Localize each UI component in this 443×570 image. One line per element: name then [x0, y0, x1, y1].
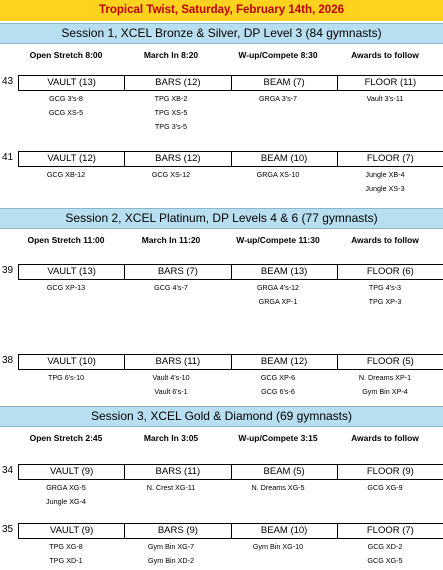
event-row: [18, 75, 443, 91]
floor-cell: FLOOR (9): [366, 466, 414, 477]
team-entry: GCG XP-6: [260, 373, 296, 382]
floor-cell: FLOOR (5): [366, 356, 414, 367]
page-title: Tropical Twist, Saturday, February 14th, 2026: [0, 0, 443, 21]
column-header: Open Stretch 8:00: [29, 50, 103, 60]
bars-cell: BARS (12): [125, 152, 231, 166]
vault-cell: VAULT (13): [19, 76, 125, 90]
team-entry: Vault 6's-1: [154, 387, 188, 396]
column-header: W-up/Compete 3:15: [238, 433, 318, 443]
team-entry: GCG XS-5: [48, 108, 84, 117]
session-banner: Session 2, XCEL Platinum, DP Levels 4 & 6 (77 gymnasts): [0, 208, 443, 229]
vault-cell: VAULT (9): [19, 524, 125, 538]
event-row: [18, 264, 443, 280]
column-header: Awards to follow: [351, 50, 419, 60]
floor-cell: FLOOR (6): [366, 266, 414, 277]
event-row: [18, 464, 443, 480]
rotation-count: 34: [2, 465, 14, 476]
bars-cell: BARS (7): [125, 265, 231, 279]
team-entry: GCG 6's-6: [261, 387, 295, 396]
team-entry: Gym Bin XP-4: [362, 387, 408, 396]
rotation-count: 38: [2, 355, 14, 366]
team-entry: GRGA XS-10: [256, 170, 300, 179]
beam-cell: BEAM (13): [232, 265, 338, 279]
column-header: W-up/Compete 8:30: [238, 50, 318, 60]
team-entry: GRGA XP-1: [258, 297, 298, 306]
team-entry: N. Dreams XG-5: [251, 483, 305, 492]
bars-cell: BARS (12): [125, 76, 231, 90]
floor-cell: FLOOR (11): [364, 77, 417, 88]
beam-cell: BEAM (5): [232, 465, 338, 479]
team-entry: GCG XG-9: [367, 483, 403, 492]
team-entry: TPG 3's-5: [154, 122, 188, 131]
team-entry: GCG XS-12: [151, 170, 191, 179]
team-entry: TPG 6's-10: [47, 373, 85, 382]
bars-cell: BARS (11): [125, 465, 231, 479]
team-entry: N. Crest XG-11: [146, 483, 196, 492]
beam-cell: BEAM (12): [232, 355, 338, 369]
team-entry: GCG XB-12: [46, 170, 86, 179]
beam-cell: BEAM (10): [232, 152, 338, 166]
beam-cell: BEAM (10): [232, 524, 338, 538]
rotation-count: 43: [2, 76, 14, 87]
event-row: [18, 151, 443, 167]
vault-cell: VAULT (10): [19, 355, 125, 369]
rotation-count: 35: [2, 524, 14, 535]
team-entry: Jungle XS-3: [365, 184, 405, 193]
team-entry: Gym Bin XG-7: [147, 542, 195, 551]
vault-cell: VAULT (13): [19, 265, 125, 279]
vault-cell: VAULT (12): [19, 152, 125, 166]
team-entry: Vault 4's-10: [152, 373, 190, 382]
team-entry: GCG 3's-8: [49, 94, 83, 103]
team-entry: GCG XD-2: [367, 542, 403, 551]
rotation-count: 39: [2, 265, 14, 276]
team-entry: TPG XG-8: [49, 542, 83, 551]
team-entry: TPG XD-1: [49, 556, 83, 565]
team-entry: TPG XP-3: [368, 297, 402, 306]
bars-cell: BARS (11): [125, 355, 231, 369]
team-entry: GCG XP-13: [46, 283, 86, 292]
column-header: Awards to follow: [351, 433, 419, 443]
team-entry: Vault 3's-11: [366, 94, 404, 103]
rotation-count: 41: [2, 152, 14, 163]
team-entry: TPG 4's-3: [368, 283, 402, 292]
team-entry: Jungle XB-4: [365, 170, 405, 179]
team-entry: TPG XS-5: [154, 108, 188, 117]
team-entry: Jungle XG-4: [46, 497, 86, 506]
team-entry: GCG XG-5: [367, 556, 403, 565]
bars-cell: BARS (9): [125, 524, 231, 538]
event-row: [18, 523, 443, 539]
beam-cell: BEAM (7): [232, 76, 338, 90]
team-entry: GRGA 3's-7: [258, 94, 298, 103]
vault-cell: VAULT (9): [19, 465, 125, 479]
column-header: March In 3:05: [143, 433, 199, 443]
column-header: Awards to follow: [351, 235, 419, 245]
column-header: March In 8:20: [143, 50, 199, 60]
team-entry: TPG XB-2: [154, 94, 188, 103]
event-row: [18, 354, 443, 370]
team-entry: GCG 4's-7: [154, 283, 188, 292]
column-header: Open Stretch 11:00: [27, 235, 105, 245]
team-entry: GRGA 4's-12: [256, 283, 300, 292]
column-header: W-up/Compete 11:30: [236, 235, 320, 245]
floor-cell: FLOOR (7): [366, 153, 414, 164]
session-banner: Session 1, XCEL Bronze & Silver, DP Level 3 (84 gymnasts): [0, 23, 443, 44]
column-header: March In 11:20: [141, 235, 201, 245]
column-header: Open Stretch 2:45: [29, 433, 103, 443]
session-banner: Session 3, XCEL Gold & Diamond (69 gymnasts): [0, 406, 443, 427]
team-entry: N. Dreams XP-1: [358, 373, 412, 382]
floor-cell: FLOOR (7): [366, 525, 414, 536]
team-entry: Gym Bin XG-10: [252, 542, 304, 551]
team-entry: GRGA XG-5: [46, 483, 86, 492]
team-entry: Gym Bin XD-2: [148, 556, 194, 565]
